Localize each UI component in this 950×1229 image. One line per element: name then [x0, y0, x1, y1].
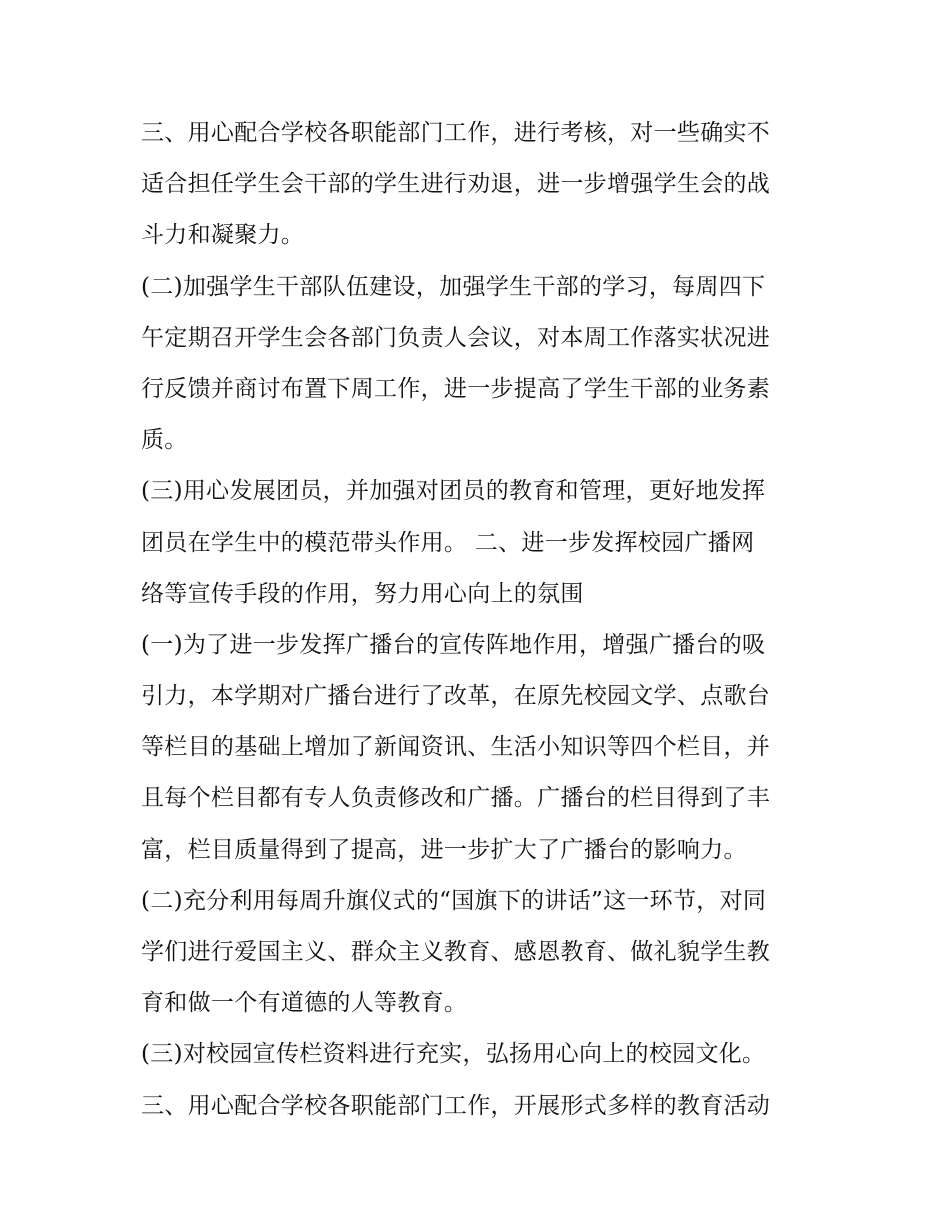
text-line: 斗力和凝聚力。: [141, 222, 305, 249]
text-line: 且每个栏目都有专人负责修改和广播。广播台的栏目得到了丰: [141, 785, 771, 812]
text-line: 午定期召开学生会各部门负责人会议，对本周工作落实状况进: [141, 324, 771, 351]
text-line: 行反馈并商讨布置下周工作，进一步提高了学生干部的业务素: [141, 375, 771, 402]
text-line: (三)对校园宣传栏资料进行充实，弘扬用心向上的校园文化。: [141, 1041, 766, 1068]
text-line: (二)充分利用每周升旗仪式的“国旗下的讲话”这一环节，对同: [141, 887, 767, 914]
text-line: 适合担任学生会干部的学生进行劝退，进一步增强学生会的战: [141, 171, 771, 198]
text-line: (一)为了进一步发挥广播台的宣传阵地作用，增强广播台的吸: [141, 631, 766, 658]
text-line: 络等宣传手段的作用，努力用心向上的氛围: [141, 580, 584, 607]
document-body: [141, 108, 821, 1132]
text-line: (二)加强学生干部队伍建设，加强学生干部的学习，每周四下: [141, 273, 766, 300]
text-line: 质。: [141, 427, 188, 454]
text-line: (三)用心发展团员，并加强对团员的教育和管理，更好地发挥: [141, 478, 766, 505]
text-line: 育和做一个有道德的人等教育。: [141, 990, 468, 1017]
text-line: 团员在学生中的模范带头作用。 二、进一步发挥校园广播网: [141, 529, 755, 556]
text-line: 等栏目的基础上增加了新闻资讯、生活小知识等四个栏目，并: [141, 734, 771, 761]
text-line: 三、用心配合学校各职能部门工作，进行考核，对一些确实不: [141, 120, 771, 146]
text-line: 学们进行爱国主义、群众主义教育、感恩教育、做礼貌学生教: [141, 939, 771, 965]
text-line: 三、用心配合学校各职能部门工作，开展形式多样的教育活动: [141, 1092, 771, 1119]
text-line: 引力，本学期对广播台进行了改革，在原先校园文学、点歌台: [141, 683, 771, 710]
text-line: 富，栏目质量得到了提高，进一步扩大了广播台的影响力。: [141, 836, 747, 863]
